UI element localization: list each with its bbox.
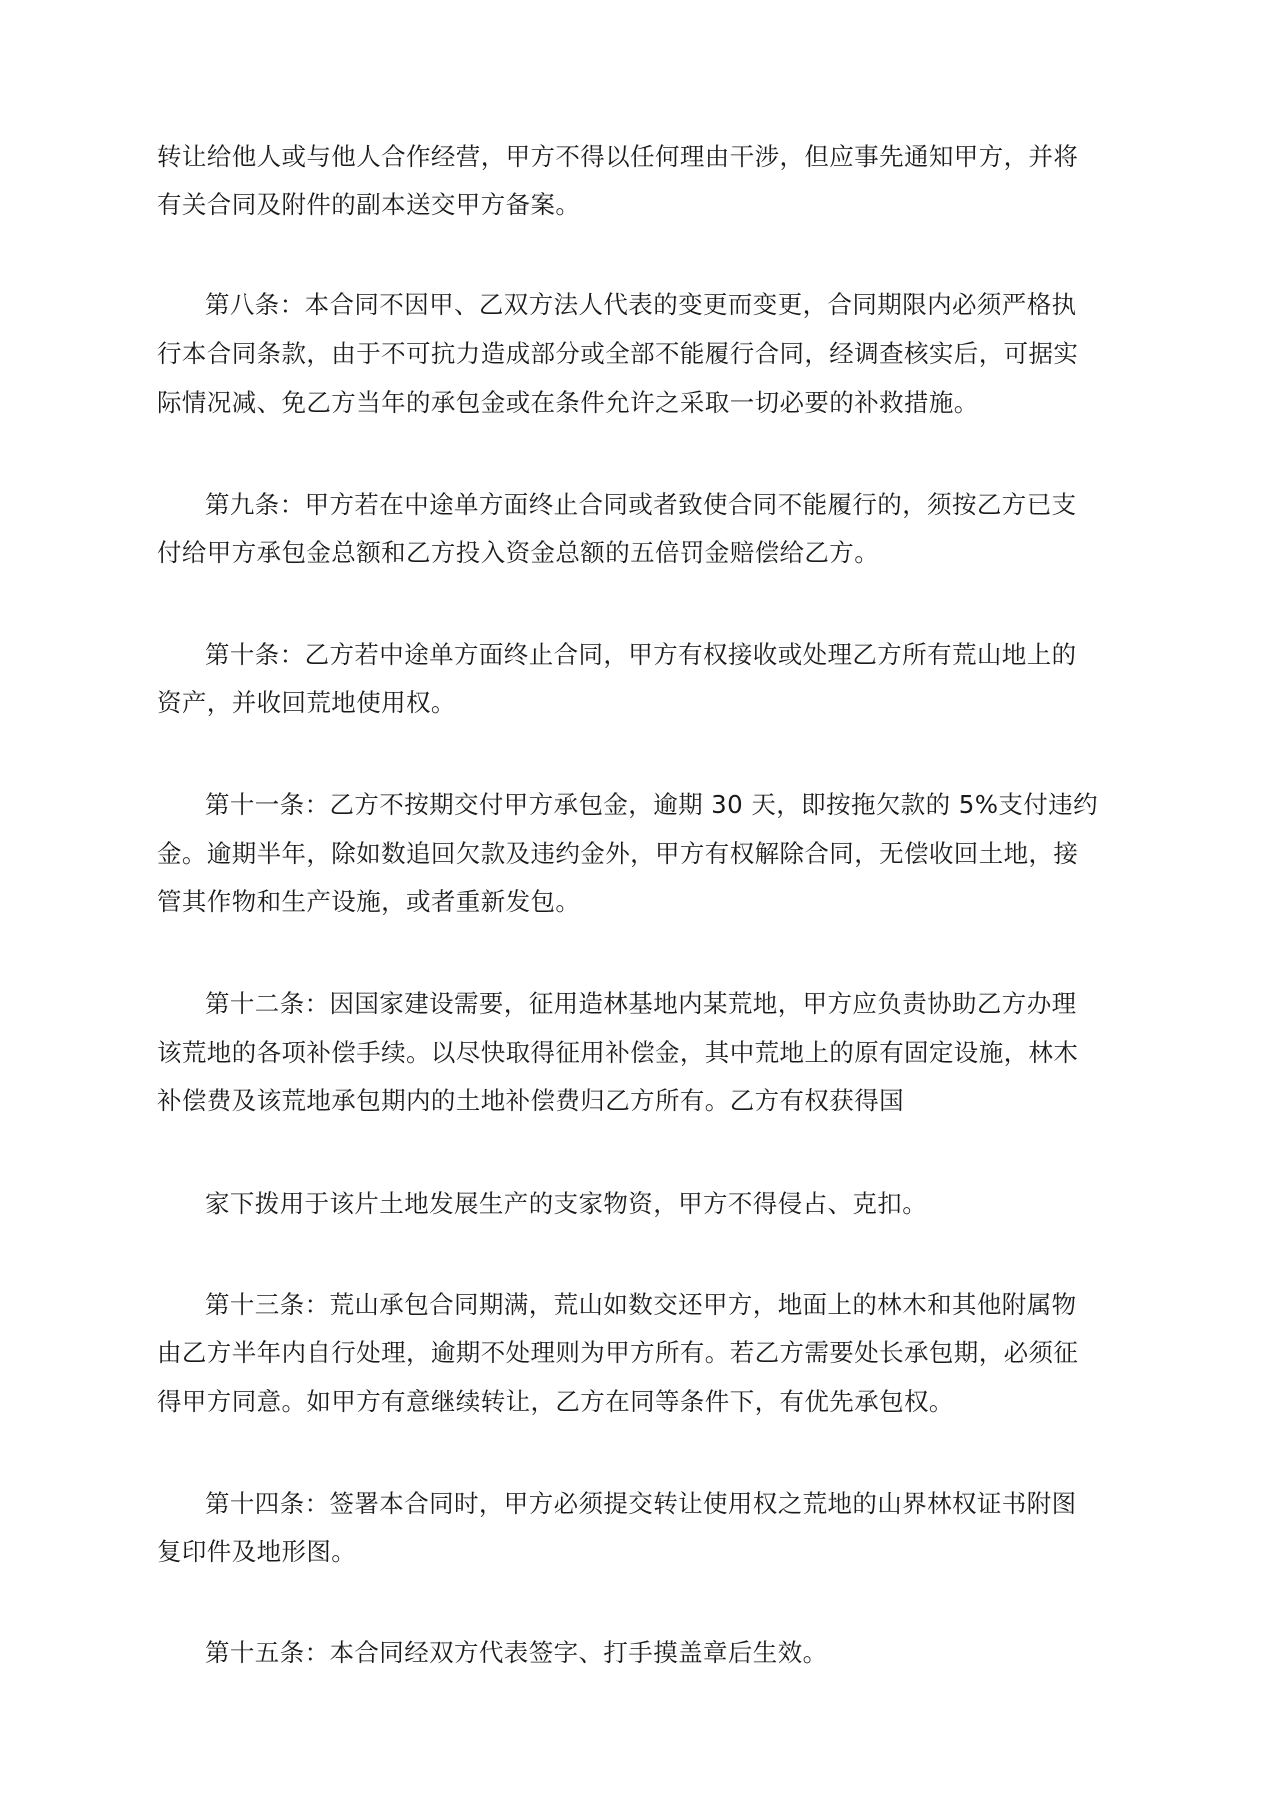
article-15-line-1: 第十五条：本合同经双方代表签字、打手摸盖章后生效。 — [205, 1638, 828, 1667]
article-13-line-1: 第十三条：荒山承包合同期满，荒山如数交还甲方，地面上的林木和其他附属物 — [205, 1290, 1077, 1319]
article-12-line-2: 该荒地的各项补偿手续。以尽快取得征用补偿金，其中荒地上的原有固定设施，林木 — [157, 1038, 1079, 1067]
article-9-line-1: 第九条：甲方若在中途单方面终止合同或者致使合同不能履行的，须按乙方已支 — [205, 490, 1077, 519]
article-11-line-1: 第十一条：乙方不按期交付甲方承包金，逾期 30 天，即按拖欠款的 5%支付违约 — [205, 790, 1099, 819]
article-13-line-3: 得甲方同意。如甲方有意继续转让，乙方在同等条件下，有优先承包权。 — [157, 1387, 954, 1416]
article-14-line-1: 第十四条：签署本合同时，甲方必须提交转让使用权之荒地的山界林权证书附图 — [205, 1489, 1077, 1518]
article-11-line-3: 管其作物和生产设施，或者重新发包。 — [157, 887, 581, 916]
article-12-continuation-line-1: 家下拨用于该片土地发展生产的支家物资，甲方不得侵占、克扣。 — [205, 1189, 928, 1218]
paragraph-transfer-line-1: 转让给他人或与他人合作经营，甲方不得以任何理由干涉，但应事先通知甲方，并将 — [157, 142, 1079, 171]
article-10-line-1: 第十条：乙方若中途单方面终止合同，甲方有权接收或处理乙方所有荒山地上的 — [205, 640, 1077, 669]
paragraph-transfer-line-2: 有关合同及附件的副本送交甲方备案。 — [157, 190, 581, 219]
article-14-line-2: 复印件及地形图。 — [157, 1537, 357, 1566]
article-10-line-2: 资产，并收回荒地使用权。 — [157, 688, 456, 717]
article-9-line-2: 付给甲方承包金总额和乙方投入资金总额的五倍罚金赔偿给乙方。 — [157, 538, 880, 567]
article-12-line-1: 第十二条：因国家建设需要，征用造林基地内某荒地，甲方应负责协助乙方办理 — [205, 989, 1077, 1018]
article-12-line-3: 补偿费及该荒地承包期内的土地补偿费归乙方所有。乙方有权获得国 — [157, 1086, 904, 1115]
article-8-line-1: 第八条：本合同不因甲、乙双方法人代表的变更而变更，合同期限内必须严格执 — [205, 290, 1077, 319]
article-8-line-2: 行本合同条款，由于不可抗力造成部分或全部不能履行合同，经调查核实后，可据实 — [157, 339, 1079, 368]
article-8-line-3: 际情况减、免乙方当年的承包金或在条件允许之采取一切必要的补救措施。 — [157, 388, 979, 417]
article-13-line-2: 由乙方半年内自行处理，逾期不处理则为甲方所有。若乙方需要处长承包期，必须征 — [157, 1338, 1079, 1367]
article-11-line-2: 金。逾期半年，除如数追回欠款及违约金外，甲方有权解除合同，无偿收回土地，接 — [157, 839, 1079, 868]
